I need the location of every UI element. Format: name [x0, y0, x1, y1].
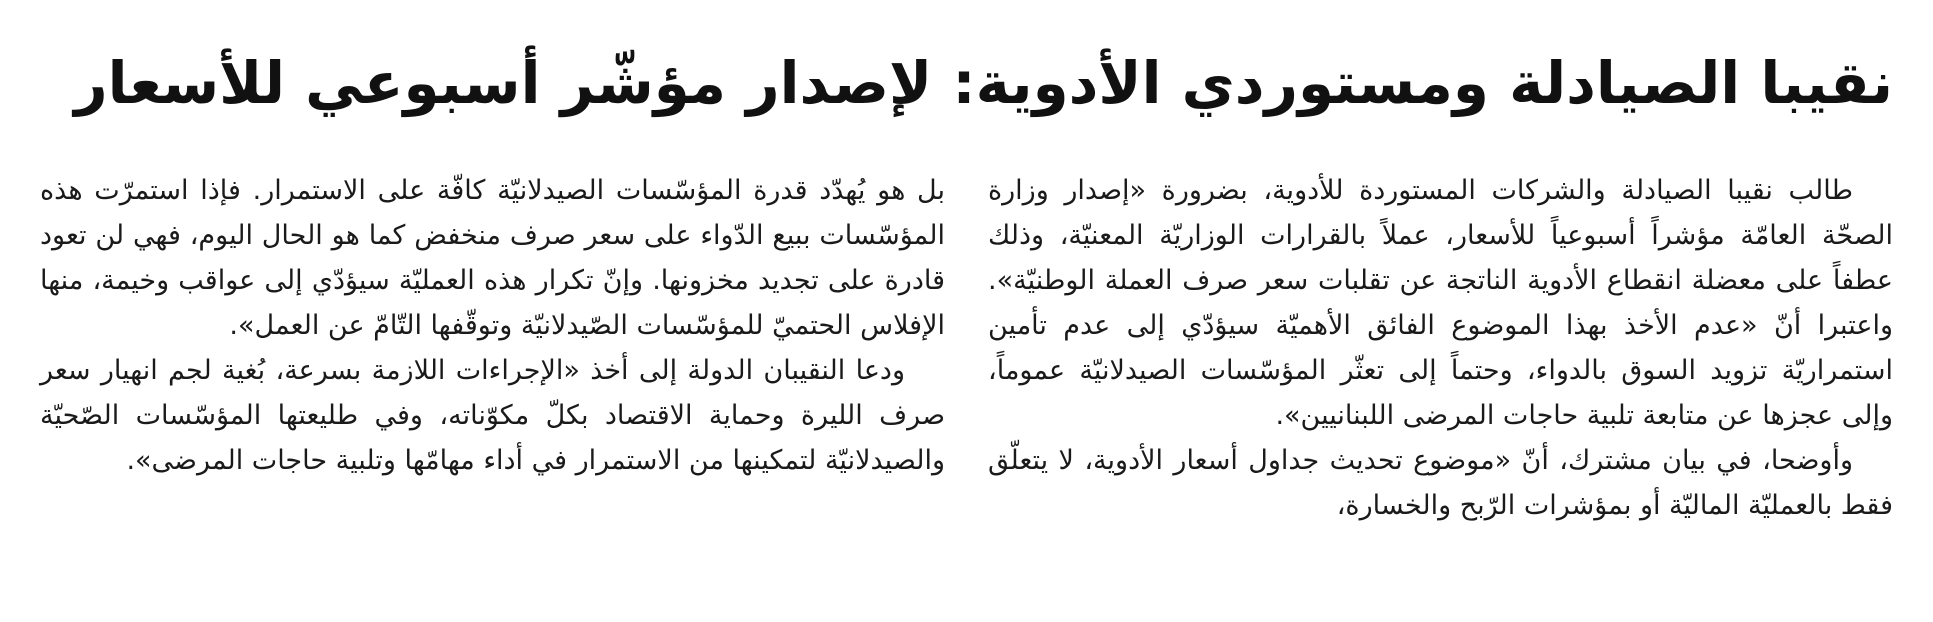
article-paragraph: وأوضحا، في بيان مشترك، أنّ «موضوع تحديث جداول أسعار الأدوية، لا يتعلّق فقط بالعمليّة الماليّة أو بمؤشرات الرّبح والخسارة،	[988, 445, 1893, 521]
article-paragraph: بل هو يُهدّد قدرة المؤسّسات الصيدلانيّة كافّة على الاستمرار. فإذا استمرّت هذه المؤسّسات ببيع الدّواء على سعر صرف منخفض كما هو الحال اليوم، فهي لن تعود قادرة على تجديد مخزونها. وإنّ تكرار هذه العمليّة سيؤدّي إلى عواقب وخيمة، منها الإفلاس الحتميّ للمؤسّسات الصّيدلانيّة وتوقّفها التّامّ عن العمل».	[40, 175, 945, 341]
article-column-right	[988, 168, 1893, 528]
article-paragraph: ودعا النقيبان الدولة إلى أخذ «الإجراءات اللازمة بسرعة، بُغية لجم انهيار سعر صرف الليرة وحماية الاقتصاد بكلّ مكوّناته، وفي طليعتها المؤسّسات الصّحيّة والصيدلانيّة لتمكينها من الاستمرار في أداء مهامّها وتلبية حاجات المرضى».	[40, 355, 945, 476]
article-paragraph: طالب نقيبا الصيادلة والشركات المستوردة للأدوية، بضرورة «إصدار وزارة الصحّة العامّة مؤشراً أسبوعياً للأسعار، عملاً بالقرارات الوزاريّة المعنيّة، وذلك عطفاً على معضلة انقطاع الأدوية الناتجة عن تقلبات سعر صرف العملة الوطنيّة». واعتبرا أنّ «عدم الأخذ بهذا الموضوع الفائق الأهميّة سيؤدّي إلى عدم تأمين استمراريّة تزويد السوق بالدواء، وحتماً إلى تعثّر المؤسّسات الصيدلانيّة عموماً، وإلى عجزها عن متابعة تلبية حاجات المرضى اللبنانيين».	[988, 175, 1893, 431]
article-column-left	[40, 168, 945, 483]
article-headline: نقيبا الصيادلة ومستوردي الأدوية: لإصدار مؤشّر أسبوعي للأسعار	[74, 49, 1893, 117]
